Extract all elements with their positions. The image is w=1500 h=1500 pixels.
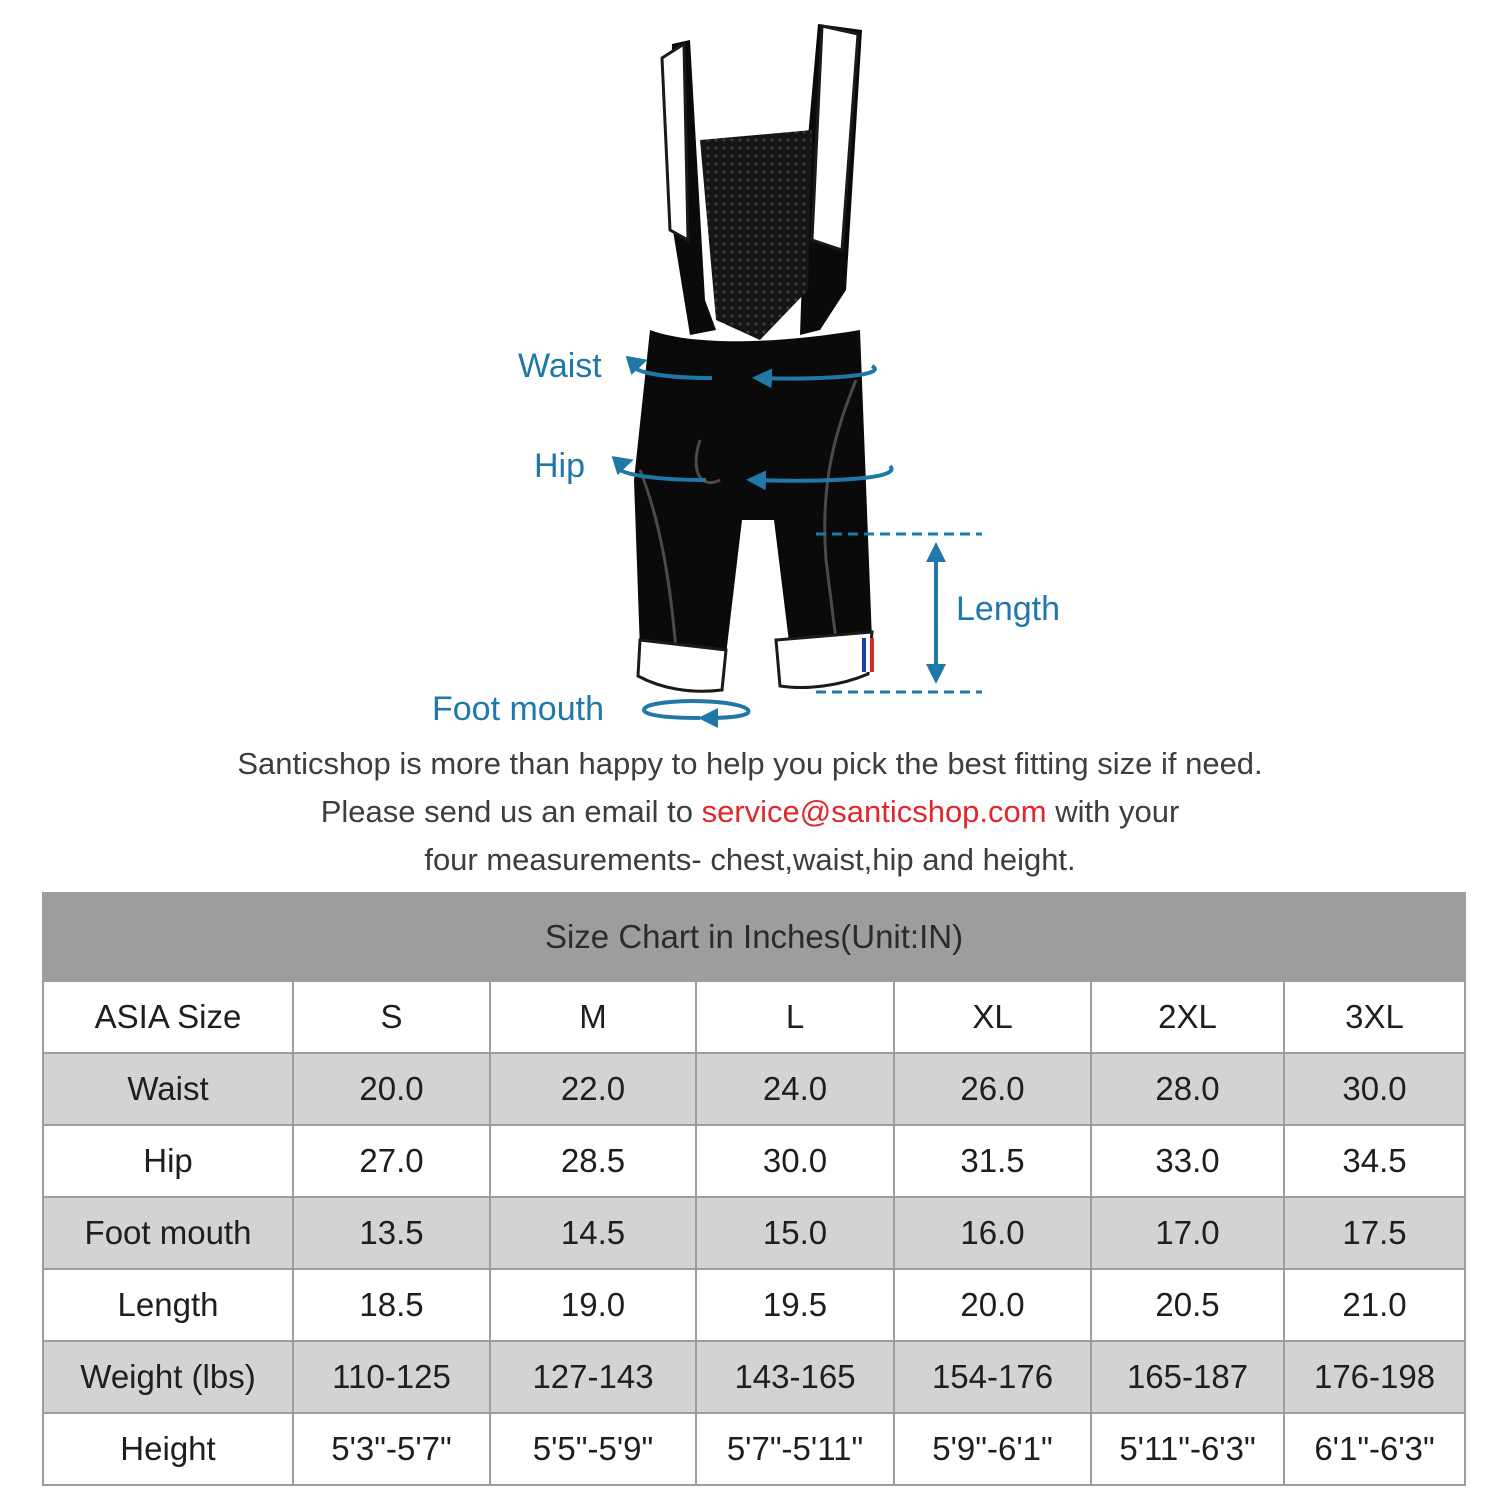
foot-mouth-measure-arrow (644, 701, 749, 718)
size-chart-table (42, 892, 1466, 1486)
table-cell: 16.0 (894, 1197, 1091, 1269)
foot-mouth-label: Foot mouth (432, 690, 604, 728)
bib-shorts-garment (634, 24, 874, 691)
size-header-row (43, 981, 1465, 1053)
table-cell: 33.0 (1091, 1125, 1284, 1197)
table-cell: 27.0 (293, 1125, 490, 1197)
table-cell: 165-187 (1091, 1341, 1284, 1413)
table-cell: 28.0 (1091, 1053, 1284, 1125)
size-header-cell: XL (894, 981, 1091, 1053)
size-header-cell: M (490, 981, 696, 1053)
measurement-label: Length (43, 1269, 293, 1341)
length-label: Length (956, 590, 1060, 628)
waist-label: Waist (518, 347, 602, 385)
measurement-label: Height (43, 1413, 293, 1485)
table-row (43, 1341, 1465, 1413)
table-row (43, 1413, 1465, 1485)
table-cell: 31.5 (894, 1125, 1091, 1197)
table-cell: 17.0 (1091, 1197, 1284, 1269)
size-header-cell: 2XL (1091, 981, 1284, 1053)
table-cell: 127-143 (490, 1341, 696, 1413)
table-cell: 28.5 (490, 1125, 696, 1197)
size-header-cell: L (696, 981, 894, 1053)
table-cell: 143-165 (696, 1341, 894, 1413)
table-cell: 24.0 (696, 1053, 894, 1125)
table-cell: 20.0 (894, 1269, 1091, 1341)
help-note-line-2 (0, 794, 1500, 830)
table-cell: 13.5 (293, 1197, 490, 1269)
table-cell: 30.0 (1284, 1053, 1465, 1125)
table-cell: 18.5 (293, 1269, 490, 1341)
table-cell: 5'7"-5'11" (696, 1413, 894, 1485)
measurement-label: Waist (43, 1053, 293, 1125)
table-cell: 5'3"-5'7" (293, 1413, 490, 1485)
table-cell: 21.0 (1284, 1269, 1465, 1341)
measurement-label: Weight (lbs) (43, 1341, 293, 1413)
table-cell: 5'9"-6'1" (894, 1413, 1091, 1485)
measurement-label: Hip (43, 1125, 293, 1197)
table-cell: 176-198 (1284, 1341, 1465, 1413)
table-cell: 154-176 (894, 1341, 1091, 1413)
table-cell: 34.5 (1284, 1125, 1465, 1197)
table-cell: 20.0 (293, 1053, 490, 1125)
size-chart-title: Size Chart in Inches(Unit:IN) (43, 893, 1465, 981)
help-note-prefix: Please send us an email to (320, 794, 702, 829)
size-header-cell: 3XL (1284, 981, 1465, 1053)
table-row (43, 1269, 1465, 1341)
measurement-label: Foot mouth (43, 1197, 293, 1269)
table-cell: 17.5 (1284, 1197, 1465, 1269)
help-note-suffix: with your (1046, 794, 1180, 829)
table-cell: 15.0 (696, 1197, 894, 1269)
bib-shorts-diagram (0, 0, 1500, 740)
table-cell: 22.0 (490, 1053, 696, 1125)
table-cell: 19.5 (696, 1269, 894, 1341)
table-cell: 20.5 (1091, 1269, 1284, 1341)
table-row (43, 1125, 1465, 1197)
size-header-cell: S (293, 981, 490, 1053)
table-cell: 6'1"-6'3" (1284, 1413, 1465, 1485)
table-cell: 30.0 (696, 1125, 894, 1197)
table-cell: 110-125 (293, 1341, 490, 1413)
table-cell: 26.0 (894, 1053, 1091, 1125)
size-header-label: ASIA Size (43, 981, 293, 1053)
table-cell: 5'11"-6'3" (1091, 1413, 1284, 1485)
table-row (43, 1053, 1465, 1125)
help-note-line-1: Santicshop is more than happy to help you pick the best fitting size if need. (237, 746, 1263, 781)
service-email-link[interactable]: service@santicshop.com (701, 794, 1047, 829)
table-cell: 19.0 (490, 1269, 696, 1341)
table-row (43, 1197, 1465, 1269)
help-note-line-3: four measurements- chest,waist,hip and height. (424, 842, 1076, 877)
table-cell: 14.5 (490, 1197, 696, 1269)
table-cell: 5'5"-5'9" (490, 1413, 696, 1485)
hip-label: Hip (534, 447, 586, 485)
